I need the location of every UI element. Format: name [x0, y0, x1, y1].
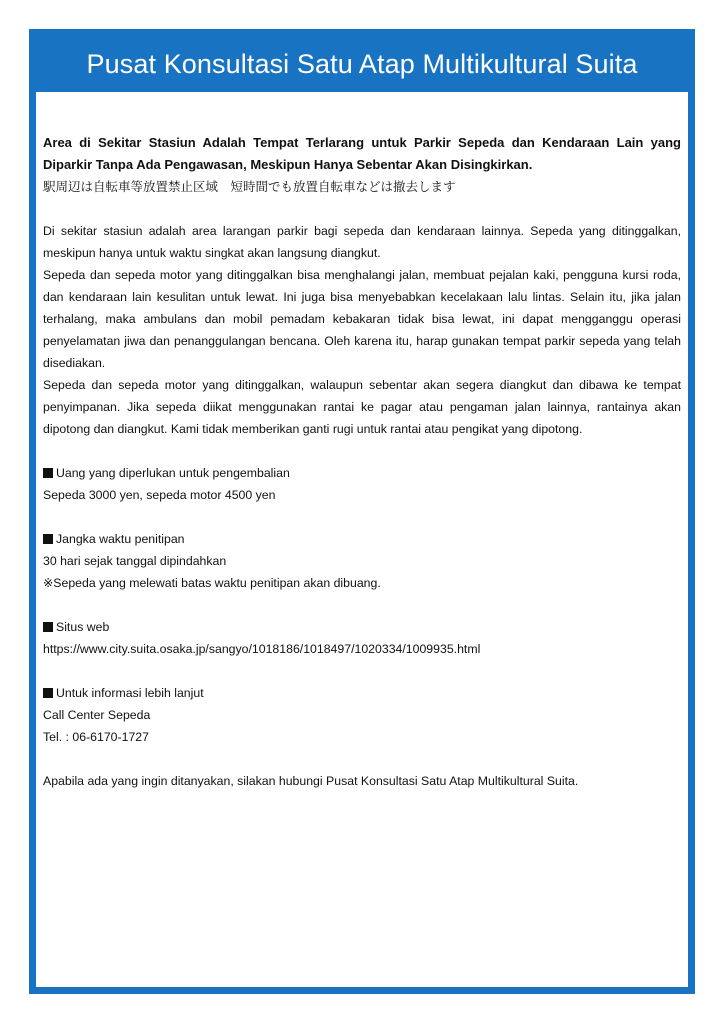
spacer [43, 198, 681, 220]
spacer [43, 440, 681, 462]
spacer [43, 660, 681, 682]
section-heading [43, 616, 681, 638]
section-heading-label: Untuk informasi lebih lanjut [56, 686, 204, 700]
paragraph-hazards: Sepeda dan sepeda motor yang ditinggalkan bisa menghalangi jalan, membuat pejalan kaki, pengguna kursi roda, dan kendaraan lain kesulitan untuk lewat. Ini juga bisa menyebabkan kecelakaan lalu lintas. Selain itu, jika jalan terhalang, maka ambulans dan mobil pemadam kebakaran tidak bisa lewat, ini dapat mengganggu operasi penyelamatan jiwa dan penanggulangan bencana. Oleh karena itu, harap gunakan tempat parkir sepeda yang telah disediakan. [43, 268, 681, 370]
spacer [43, 748, 681, 770]
section-fee [43, 462, 681, 506]
section-heading [43, 462, 681, 484]
black-square-icon [43, 534, 53, 544]
section-heading [43, 528, 681, 550]
section-website [43, 616, 681, 660]
section-heading-label: Uang yang diperlukan untuk pengembalian [56, 466, 290, 480]
black-square-icon [43, 622, 53, 632]
page-title: Pusat Konsultasi Satu Atap Multikultural Suita [86, 48, 638, 79]
section-note: ※Sepeda yang melewati batas waktu penitipan akan dibuang. [43, 576, 381, 590]
header-banner [36, 36, 688, 92]
spacer [43, 594, 681, 616]
contact-phone: Tel. : 06-6170-1727 [43, 730, 149, 744]
paragraph-intro: Di sekitar stasiun adalah area larangan parkir bagi sepeda dan kendaraan lainnya. Sepeda yang ditinggalkan, meskipun hanya untuk waktu singkat akan langsung diangkut. [43, 224, 681, 260]
paragraph-removal: Sepeda dan sepeda motor yang ditinggalkan, walaupun sebentar akan segera diangkut dan dibawa ke tempat penyimpanan. Jika sepeda diikat menggunakan rantai ke pagar atau pengaman jalan lainnya, rantainya akan dipotong dan diangkut. Kami tidak memberikan ganti rugi untuk rantai atau pengikat yang dipotong. [43, 378, 681, 436]
section-heading [43, 682, 681, 704]
document-frame [29, 29, 695, 994]
black-square-icon [43, 468, 53, 478]
headline: Area di Sekitar Stasiun Adalah Tempat Terlarang untuk Parkir Sepeda dan Kendaraan Lain yang Diparkir Tanpa Ada Pengawasan, Meskipun Hanya Sebentar Akan Disingkirkan. [43, 135, 681, 172]
website-url: https://www.city.suita.osaka.jp/sangyo/1018186/1018497/1020334/1009935.html [43, 642, 481, 656]
section-heading-label: Situs web [56, 620, 110, 634]
section-period [43, 528, 681, 594]
contact-name: Call Center Sepeda [43, 708, 151, 722]
section-heading-label: Jangka waktu penitipan [56, 532, 185, 546]
section-line: Sepeda 3000 yen, sepeda motor 4500 yen [43, 488, 276, 502]
spacer [43, 506, 681, 528]
headline-japanese: 駅周辺は自転車等放置禁止区域 短時間でも放置自転車などは撤去します [43, 179, 456, 194]
footer-note: Apabila ada yang ingin ditanyakan, silakan hubungi Pusat Konsultasi Satu Atap Multikultural Suita. [43, 774, 579, 788]
section-line: 30 hari sejak tanggal dipindahkan [43, 554, 227, 568]
document-body [43, 132, 681, 792]
black-square-icon [43, 688, 53, 698]
section-info [43, 682, 681, 748]
